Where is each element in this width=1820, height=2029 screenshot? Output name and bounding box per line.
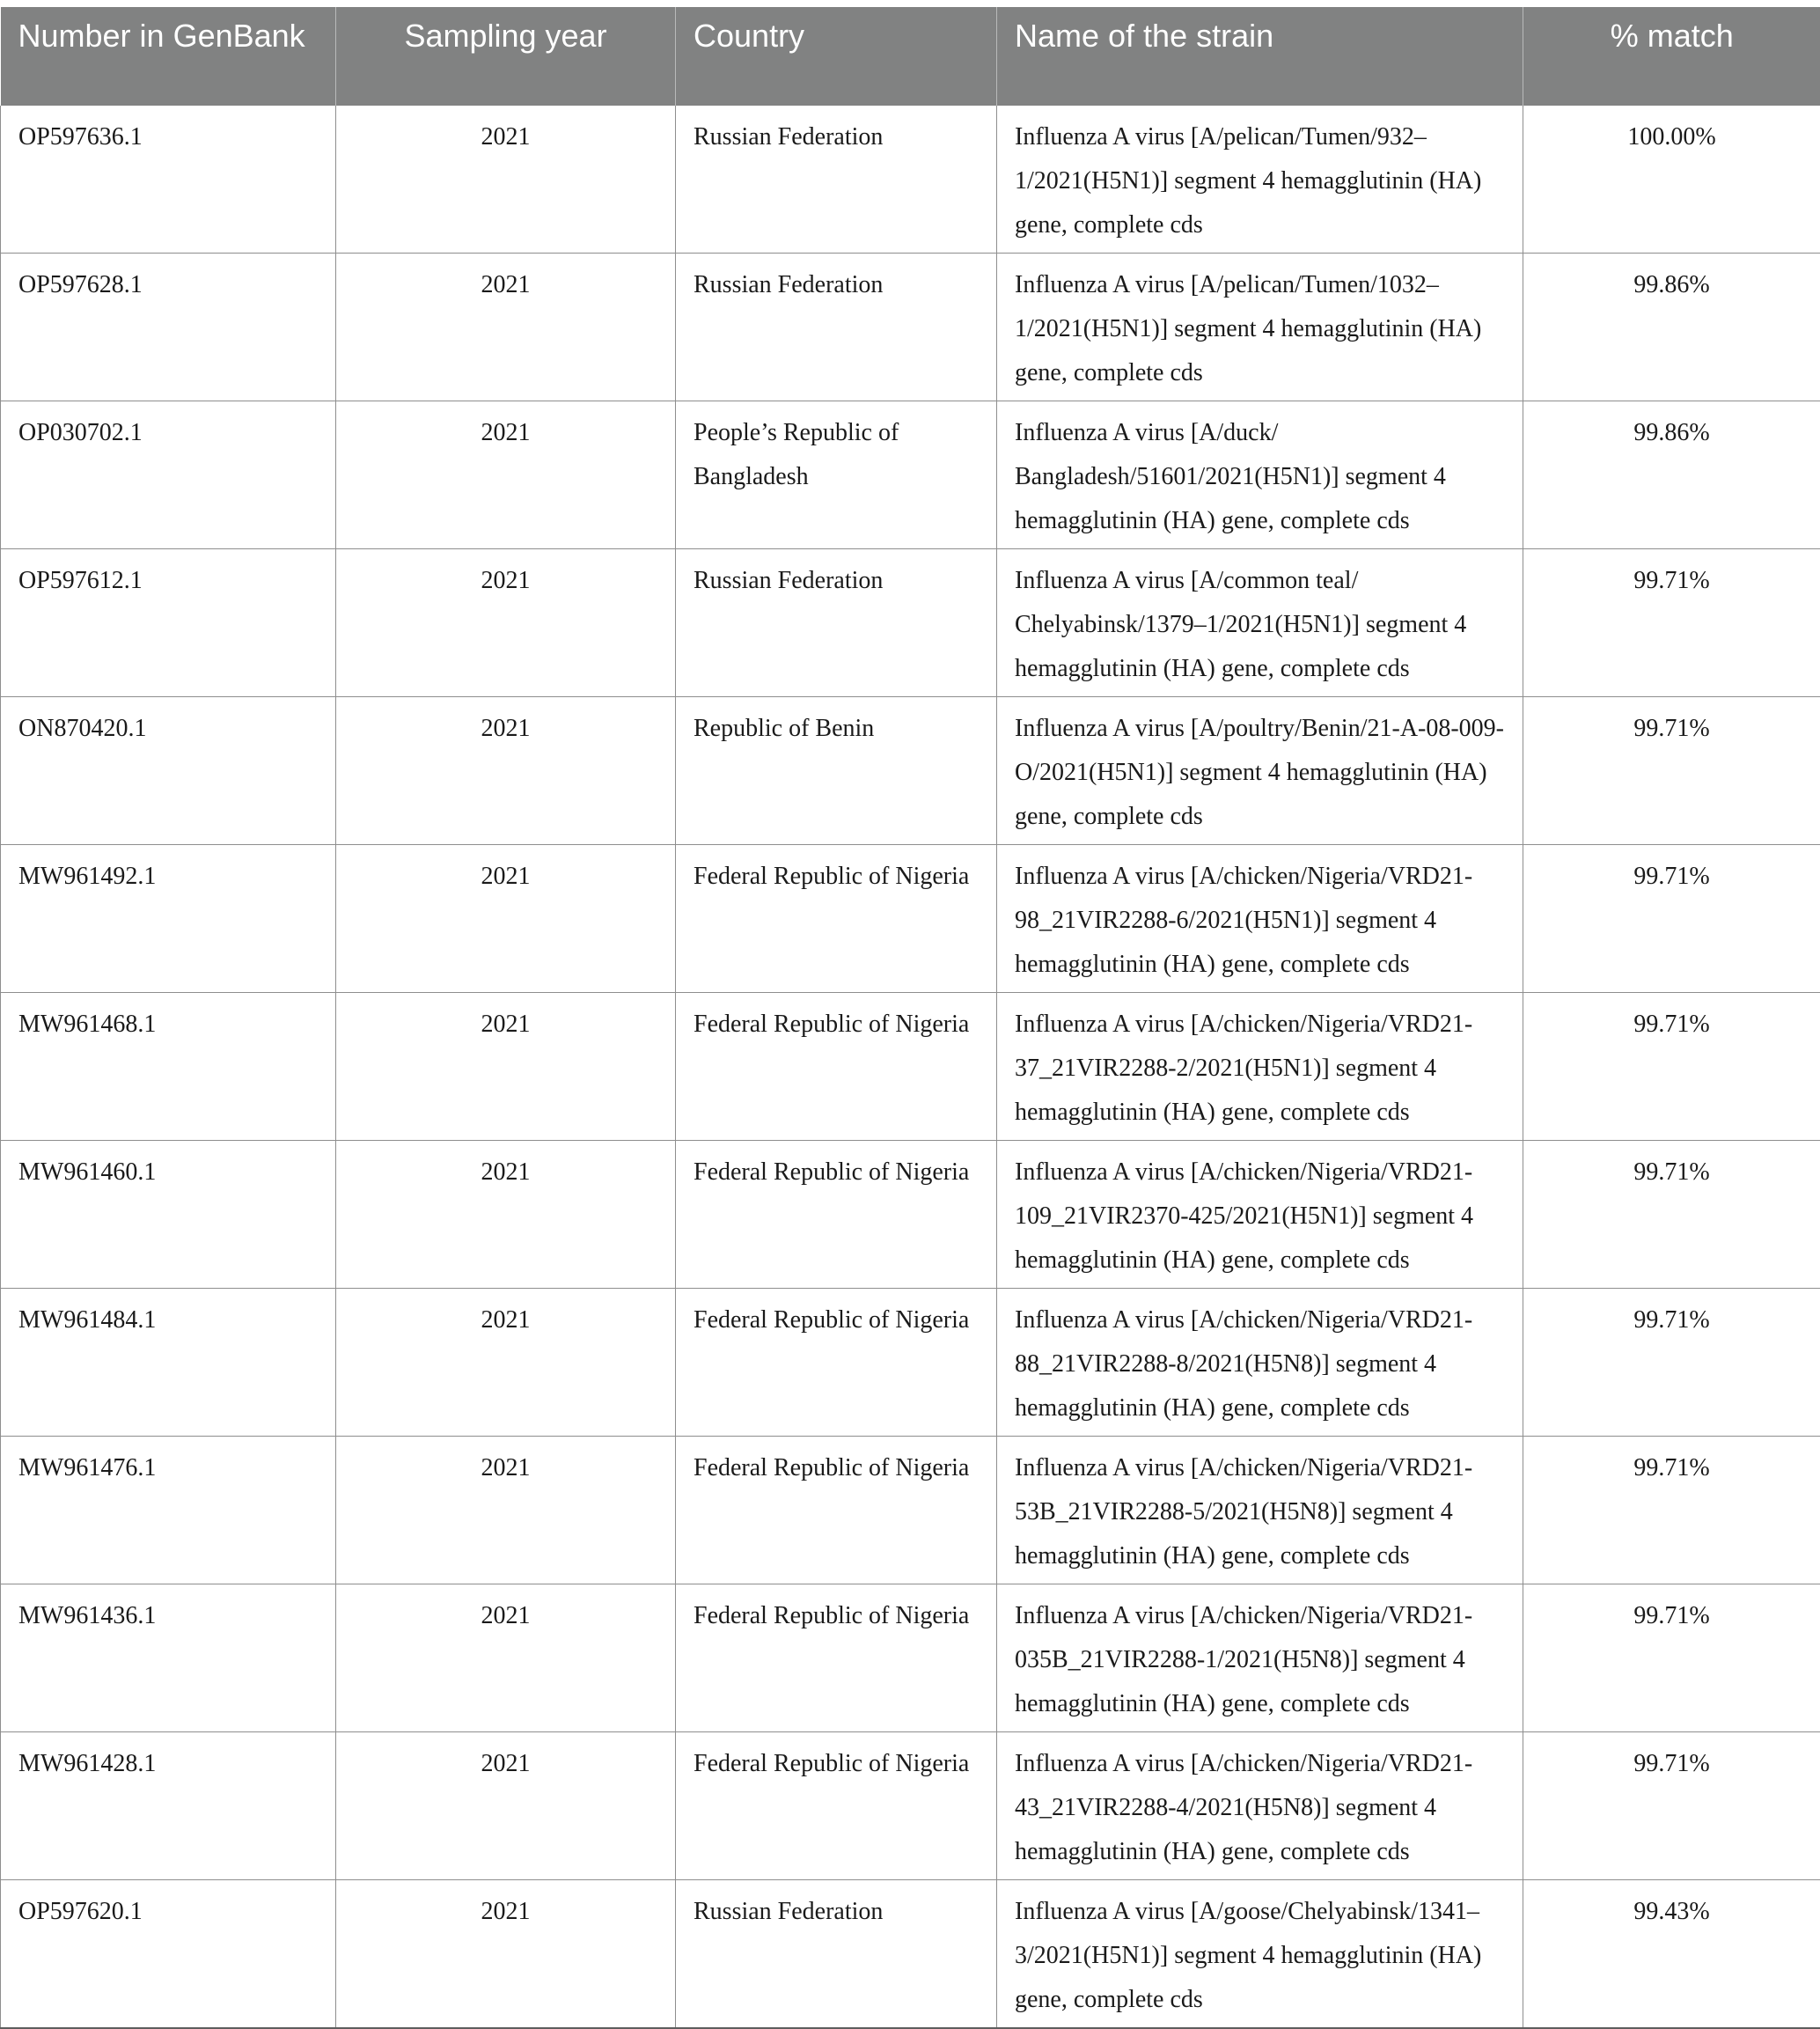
cell-country: Federal Republic of Nigeria [676, 993, 997, 1141]
cell-country: Russian Federation [676, 106, 997, 254]
table-row [1, 1141, 1820, 1289]
table-row [1, 1584, 1820, 1732]
table-row [1, 254, 1820, 401]
cell-percent-match: 99.71% [1523, 993, 1820, 1141]
table-row [1, 401, 1820, 549]
cell-percent-match: 99.86% [1523, 401, 1820, 549]
table-row [1, 1732, 1820, 1880]
table-header [1, 7, 1820, 106]
genbank-match-table-container [0, 7, 1820, 2029]
cell-country: Federal Republic of Nigeria [676, 1732, 997, 1880]
cell-sampling-year: 2021 [336, 1584, 676, 1732]
header-number-in-genbank: Number in GenBank [1, 7, 336, 106]
cell-percent-match: 99.71% [1523, 1584, 1820, 1732]
cell-genbank-number: MW961428.1 [1, 1732, 336, 1880]
cell-percent-match: 99.71% [1523, 1289, 1820, 1437]
table-row [1, 106, 1820, 254]
cell-strain-name: Influenza A virus [A/chicken/Nigeria/VRD21-53B_21VIR2288-5/2021(H5N8)] segment 4 hemagglutinin (HA) gene, complete cds [997, 1437, 1523, 1584]
header-country: Country [676, 7, 997, 106]
cell-sampling-year: 2021 [336, 106, 676, 254]
cell-strain-name: Influenza A virus [A/poultry/Benin/21-A-08-009-O/2021(H5N1)] segment 4 hemagglutinin (HA) gene, complete cds [997, 697, 1523, 845]
cell-strain-name: Influenza A virus [A/chicken/Nigeria/VRD21-37_21VIR2288-2/2021(H5N1)] segment 4 hemagglutinin (HA) gene, complete cds [997, 993, 1523, 1141]
cell-percent-match: 99.71% [1523, 1732, 1820, 1880]
cell-country: Federal Republic of Nigeria [676, 1584, 997, 1732]
cell-genbank-number: MW961460.1 [1, 1141, 336, 1289]
cell-strain-name: Influenza A virus [A/chicken/Nigeria/VRD21-035B_21VIR2288-1/2021(H5N8)] segment 4 hemagglutinin (HA) gene, complete cds [997, 1584, 1523, 1732]
cell-country: People’s Republic of Bangladesh [676, 401, 997, 549]
cell-sampling-year: 2021 [336, 993, 676, 1141]
cell-country: Federal Republic of Nigeria [676, 845, 997, 993]
cell-strain-name: Influenza A virus [A/pelican/Tumen/1032–1/2021(H5N1)] segment 4 hemagglutinin (HA) gene, complete cds [997, 254, 1523, 401]
cell-strain-name: Influenza A virus [A/chicken/Nigeria/VRD21-98_21VIR2288-6/2021(H5N1)] segment 4 hemagglutinin (HA) gene, complete cds [997, 845, 1523, 993]
cell-strain-name: Influenza A virus [A/common teal/ Chelyabinsk/1379–1/2021(H5N1)] segment 4 hemagglutinin (HA) gene, complete cds [997, 549, 1523, 697]
cell-country: Russian Federation [676, 254, 997, 401]
cell-country: Republic of Benin [676, 697, 997, 845]
cell-sampling-year: 2021 [336, 549, 676, 697]
cell-sampling-year: 2021 [336, 254, 676, 401]
table-row [1, 1437, 1820, 1584]
header-sampling-year: Sampling year [336, 7, 676, 106]
cell-percent-match: 99.71% [1523, 845, 1820, 993]
cell-strain-name: Influenza A virus [A/chicken/Nigeria/VRD21-43_21VIR2288-4/2021(H5N8)] segment 4 hemagglutinin (HA) gene, complete cds [997, 1732, 1523, 1880]
cell-genbank-number: OP597620.1 [1, 1880, 336, 2029]
cell-percent-match: 99.43% [1523, 1880, 1820, 2029]
cell-percent-match: 99.86% [1523, 254, 1820, 401]
cell-sampling-year: 2021 [336, 1437, 676, 1584]
cell-genbank-number: OP597612.1 [1, 549, 336, 697]
cell-sampling-year: 2021 [336, 845, 676, 993]
cell-country: Federal Republic of Nigeria [676, 1437, 997, 1584]
table-row [1, 697, 1820, 845]
cell-sampling-year: 2021 [336, 697, 676, 845]
table-row [1, 1880, 1820, 2029]
table-row [1, 845, 1820, 993]
header-row [1, 7, 1820, 106]
cell-genbank-number: MW961484.1 [1, 1289, 336, 1437]
cell-country: Federal Republic of Nigeria [676, 1289, 997, 1437]
cell-genbank-number: MW961476.1 [1, 1437, 336, 1584]
cell-genbank-number: MW961492.1 [1, 845, 336, 993]
table-row [1, 993, 1820, 1141]
cell-percent-match: 100.00% [1523, 106, 1820, 254]
cell-sampling-year: 2021 [336, 1732, 676, 1880]
cell-country: Federal Republic of Nigeria [676, 1141, 997, 1289]
cell-strain-name: Influenza A virus [A/chicken/Nigeria/VRD21-88_21VIR2288-8/2021(H5N8)] segment 4 hemagglutinin (HA) gene, complete cds [997, 1289, 1523, 1437]
table-body [1, 106, 1820, 2028]
cell-genbank-number: OP030702.1 [1, 401, 336, 549]
table-row [1, 1289, 1820, 1437]
header-strain-name: Name of the strain [997, 7, 1523, 106]
cell-percent-match: 99.71% [1523, 697, 1820, 845]
cell-sampling-year: 2021 [336, 1141, 676, 1289]
genbank-match-table [0, 7, 1820, 2029]
cell-strain-name: Influenza A virus [A/chicken/Nigeria/VRD21-109_21VIR2370-425/2021(H5N1)] segment 4 hemagglutinin (HA) gene, complete cds [997, 1141, 1523, 1289]
cell-genbank-number: ON870420.1 [1, 697, 336, 845]
cell-strain-name: Influenza A virus [A/goose/Chelyabinsk/1341–3/2021(H5N1)] segment 4 hemagglutinin (HA) gene, complete cds [997, 1880, 1523, 2029]
cell-percent-match: 99.71% [1523, 549, 1820, 697]
cell-percent-match: 99.71% [1523, 1437, 1820, 1584]
table-row [1, 549, 1820, 697]
cell-sampling-year: 2021 [336, 1880, 676, 2029]
cell-sampling-year: 2021 [336, 1289, 676, 1437]
cell-strain-name: Influenza A virus [A/pelican/Tumen/932–1/2021(H5N1)] segment 4 hemagglutinin (HA) gene, complete cds [997, 106, 1523, 254]
cell-percent-match: 99.71% [1523, 1141, 1820, 1289]
header-percent-match: % match [1523, 7, 1820, 106]
cell-country: Russian Federation [676, 549, 997, 697]
cell-sampling-year: 2021 [336, 401, 676, 549]
cell-strain-name: Influenza A virus [A/duck/ Bangladesh/51601/2021(H5N1)] segment 4 hemagglutinin (HA) gene, complete cds [997, 401, 1523, 549]
cell-country: Russian Federation [676, 1880, 997, 2029]
cell-genbank-number: OP597636.1 [1, 106, 336, 254]
cell-genbank-number: OP597628.1 [1, 254, 336, 401]
cell-genbank-number: MW961468.1 [1, 993, 336, 1141]
cell-genbank-number: MW961436.1 [1, 1584, 336, 1732]
